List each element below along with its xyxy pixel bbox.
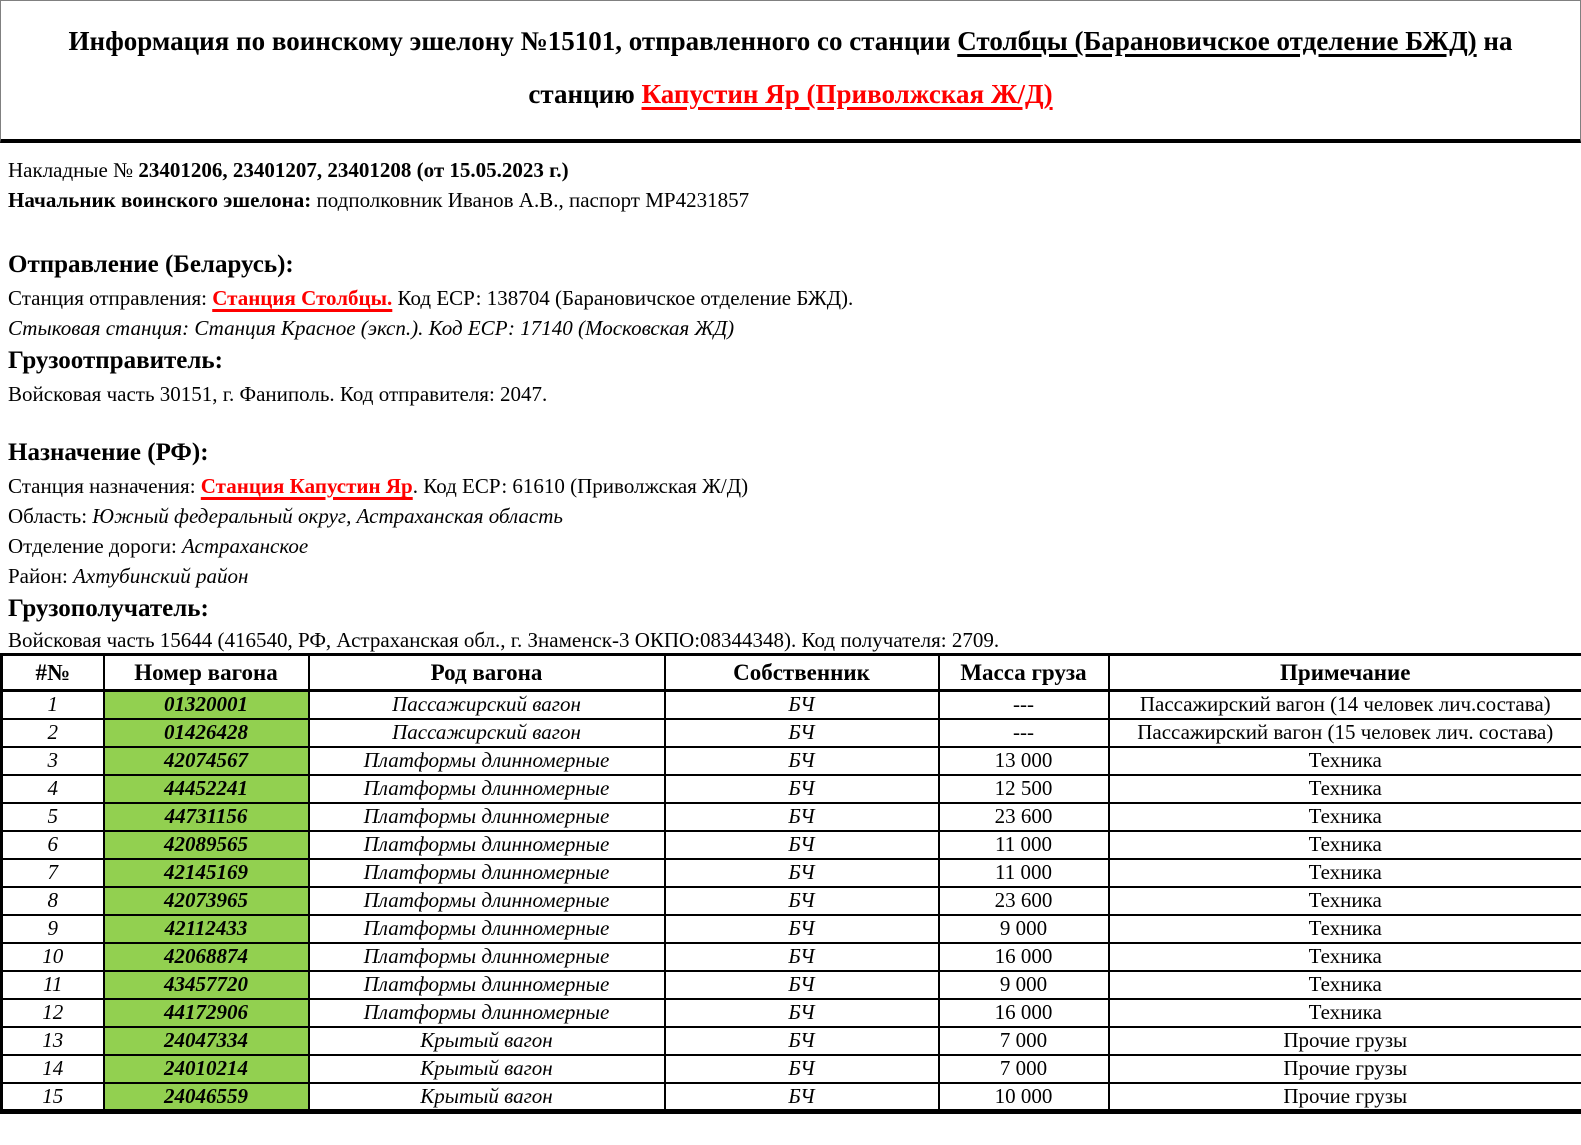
waybills-line	[8, 155, 1571, 185]
table-row	[2, 999, 1581, 1027]
row-index-cell: 11	[2, 971, 104, 999]
cargo-mass-cell: 12 500	[939, 775, 1109, 803]
destination-station-line	[8, 471, 1571, 501]
wagon-type-cell: Платформы длинномерные	[309, 775, 665, 803]
wagon-type-cell: Крытый вагон	[309, 1027, 665, 1055]
table-row	[2, 831, 1581, 859]
owner-cell: БЧ	[665, 719, 939, 747]
region-value: Южный федеральный округ, Астраханская область	[92, 504, 563, 528]
table-row	[2, 971, 1581, 999]
destination-station-link[interactable]: Капустин Яр (Приволжская Ж/Д)	[641, 79, 1053, 109]
document-title	[27, 15, 1554, 121]
note-cell: Пассажирский вагон (14 человек лич.состава)	[1109, 691, 1581, 719]
row-index-cell: 5	[2, 803, 104, 831]
wagon-type-cell: Платформы длинномерные	[309, 915, 665, 943]
note-cell: Техника	[1109, 887, 1581, 915]
table-row	[2, 887, 1581, 915]
row-index-cell: 3	[2, 747, 104, 775]
table-header-row	[2, 655, 1581, 691]
note-cell: Техника	[1109, 859, 1581, 887]
table-row	[2, 747, 1581, 775]
wagon-type-cell: Пассажирский вагон	[309, 691, 665, 719]
wagon-number-cell: 44452241	[104, 775, 309, 803]
note-cell: Техника	[1109, 915, 1581, 943]
wagon-type-cell: Крытый вагон	[309, 1083, 665, 1112]
wagon-type-cell: Платформы длинномерные	[309, 971, 665, 999]
wagon-type-cell: Платформы длинномерные	[309, 943, 665, 971]
region-label: Область:	[8, 504, 93, 528]
shipper-heading: Грузоотправитель:	[8, 347, 223, 374]
consignee-line: Войсковая часть 15644 (416540, РФ, Астраханская обл., г. Знаменск-3 ОКПО:08344348). Код получателя: 2709.	[8, 628, 1000, 652]
header-wagon-number: Номер вагона	[104, 655, 309, 691]
wagon-type-cell: Платформы длинномерные	[309, 803, 665, 831]
header-note: Примечание	[1109, 655, 1581, 691]
owner-cell: БЧ	[665, 887, 939, 915]
wagon-number-cell: 42074567	[104, 747, 309, 775]
row-index-cell: 15	[2, 1083, 104, 1112]
table-row	[2, 719, 1581, 747]
cargo-mass-cell: 11 000	[939, 831, 1109, 859]
owner-cell: БЧ	[665, 915, 939, 943]
owner-cell: БЧ	[665, 1027, 939, 1055]
wagon-number-cell: 42145169	[104, 859, 309, 887]
wagon-number-cell: 01426428	[104, 719, 309, 747]
train-chief-line	[8, 185, 1571, 215]
owner-cell: БЧ	[665, 831, 939, 859]
departure-station-line	[8, 283, 1571, 313]
wagon-type-cell: Платформы длинномерные	[309, 999, 665, 1027]
cargo-mass-cell: 9 000	[939, 915, 1109, 943]
note-cell: Техника	[1109, 831, 1581, 859]
departure-heading: Отправление (Беларусь):	[8, 251, 294, 278]
owner-cell: БЧ	[665, 691, 939, 719]
cargo-mass-cell: ---	[939, 719, 1109, 747]
owner-cell: БЧ	[665, 943, 939, 971]
wagon-number-cell: 42089565	[104, 831, 309, 859]
consignee-heading: Грузополучатель:	[8, 595, 209, 622]
cargo-mass-cell: 9 000	[939, 971, 1109, 999]
cargo-mass-cell: 7 000	[939, 1055, 1109, 1083]
wagon-type-cell: Платформы длинномерные	[309, 747, 665, 775]
row-index-cell: 2	[2, 719, 104, 747]
cargo-mass-cell: 23 600	[939, 803, 1109, 831]
table-row	[2, 859, 1581, 887]
owner-cell: БЧ	[665, 775, 939, 803]
road-division-line	[8, 531, 1571, 561]
row-index-cell: 8	[2, 887, 104, 915]
wagon-number-cell: 43457720	[104, 971, 309, 999]
departure-station-label: Станция отправления:	[8, 286, 213, 310]
note-cell: Техника	[1109, 747, 1581, 775]
owner-cell: БЧ	[665, 999, 939, 1027]
cargo-mass-cell: 16 000	[939, 943, 1109, 971]
header-owner: Собственник	[665, 655, 939, 691]
title-box	[0, 0, 1581, 143]
shipper-line: Войсковая часть 30151, г. Фаниполь. Код отправителя: 2047.	[8, 382, 548, 406]
note-cell: Прочие грузы	[1109, 1027, 1581, 1055]
destination-station-link-body[interactable]: Станция Капустин Яр	[200, 474, 413, 498]
destination-heading: Назначение (РФ):	[8, 439, 209, 466]
owner-cell: БЧ	[665, 1055, 939, 1083]
cargo-mass-cell: ---	[939, 691, 1109, 719]
header-wagon-type: Род вагона	[309, 655, 665, 691]
cargo-mass-cell: 10 000	[939, 1083, 1109, 1112]
row-index-cell: 4	[2, 775, 104, 803]
road-division-label: Отделение дороги:	[8, 534, 183, 558]
row-index-cell: 12	[2, 999, 104, 1027]
wagon-number-cell: 42073965	[104, 887, 309, 915]
road-division-value: Астраханское	[182, 534, 309, 558]
destination-station-label: Станция назначения:	[8, 474, 201, 498]
header-index: #№	[2, 655, 104, 691]
table-row	[2, 1083, 1581, 1112]
row-index-cell: 1	[2, 691, 104, 719]
row-index-cell: 7	[2, 859, 104, 887]
wagon-type-cell: Крытый вагон	[309, 1055, 665, 1083]
train-chief-value: подполковник Иванов А.В., паспорт МР4231857	[311, 188, 750, 212]
cargo-mass-cell: 23 600	[939, 887, 1109, 915]
district-label: Район:	[8, 564, 74, 588]
destination-station-rest: . Код ЕСР: 61610 (Приволжская Ж/Д)	[412, 474, 749, 498]
owner-cell: БЧ	[665, 859, 939, 887]
note-cell: Техника	[1109, 803, 1581, 831]
cargo-mass-cell: 16 000	[939, 999, 1109, 1027]
table-row	[2, 1027, 1581, 1055]
header-cargo-mass: Масса груза	[939, 655, 1109, 691]
table-row	[2, 803, 1581, 831]
title-prefix: Информация по воинскому эшелону №15101, отправленного со станции	[68, 26, 958, 56]
wagon-number-cell: 24010214	[104, 1055, 309, 1083]
departure-station-link[interactable]: Станция Столбцы.	[212, 286, 393, 310]
table-row	[2, 915, 1581, 943]
wagon-number-cell: 01320001	[104, 691, 309, 719]
table-row	[2, 691, 1581, 719]
wagon-number-cell: 44731156	[104, 803, 309, 831]
row-index-cell: 13	[2, 1027, 104, 1055]
cargo-mass-cell: 7 000	[939, 1027, 1109, 1055]
wagon-number-cell: 44172906	[104, 999, 309, 1027]
note-cell: Техника	[1109, 999, 1581, 1027]
title-middle: на станцию	[528, 26, 1513, 109]
wagon-number-cell: 42068874	[104, 943, 309, 971]
cargo-mass-cell: 13 000	[939, 747, 1109, 775]
origin-station-link[interactable]: Столбцы (Барановичское отделение БЖД)	[957, 26, 1477, 56]
cargo-mass-cell: 11 000	[939, 859, 1109, 887]
note-cell: Прочие грузы	[1109, 1083, 1581, 1112]
wagon-type-cell: Платформы длинномерные	[309, 887, 665, 915]
table-row	[2, 1055, 1581, 1083]
note-cell: Пассажирский вагон (15 человек лич. состава)	[1109, 719, 1581, 747]
wagon-number-cell: 24047334	[104, 1027, 309, 1055]
wagons-table	[0, 653, 1581, 1114]
owner-cell: БЧ	[665, 1083, 939, 1112]
owner-cell: БЧ	[665, 971, 939, 999]
wagon-number-cell: 42112433	[104, 915, 309, 943]
waybills-numbers: 23401206, 23401207, 23401208 (от 15.05.2023 г.)	[138, 158, 569, 182]
table-row	[2, 943, 1581, 971]
note-cell: Техника	[1109, 943, 1581, 971]
wagon-type-cell: Платформы длинномерные	[309, 831, 665, 859]
train-chief-label: Начальник воинского эшелона:	[8, 188, 312, 212]
wagon-type-cell: Платформы длинномерные	[309, 859, 665, 887]
junction-station-line: Стыковая станция: Станция Красное (эксп.). Код ЕСР: 17140 (Московская ЖД)	[8, 316, 735, 340]
waybills-label: Накладные №	[8, 158, 139, 182]
owner-cell: БЧ	[665, 747, 939, 775]
owner-cell: БЧ	[665, 803, 939, 831]
note-cell: Прочие грузы	[1109, 1055, 1581, 1083]
wagon-number-cell: 24046559	[104, 1083, 309, 1112]
departure-station-rest: Код ЕСР: 138704 (Барановичское отделение БЖД).	[392, 286, 854, 310]
row-index-cell: 14	[2, 1055, 104, 1083]
info-section	[0, 155, 1581, 653]
note-cell: Техника	[1109, 971, 1581, 999]
district-line	[8, 561, 1571, 591]
row-index-cell: 10	[2, 943, 104, 971]
row-index-cell: 6	[2, 831, 104, 859]
district-value: Ахтубинский район	[73, 564, 249, 588]
table-row	[2, 775, 1581, 803]
note-cell: Техника	[1109, 775, 1581, 803]
row-index-cell: 9	[2, 915, 104, 943]
region-line	[8, 501, 1571, 531]
wagon-type-cell: Пассажирский вагон	[309, 719, 665, 747]
